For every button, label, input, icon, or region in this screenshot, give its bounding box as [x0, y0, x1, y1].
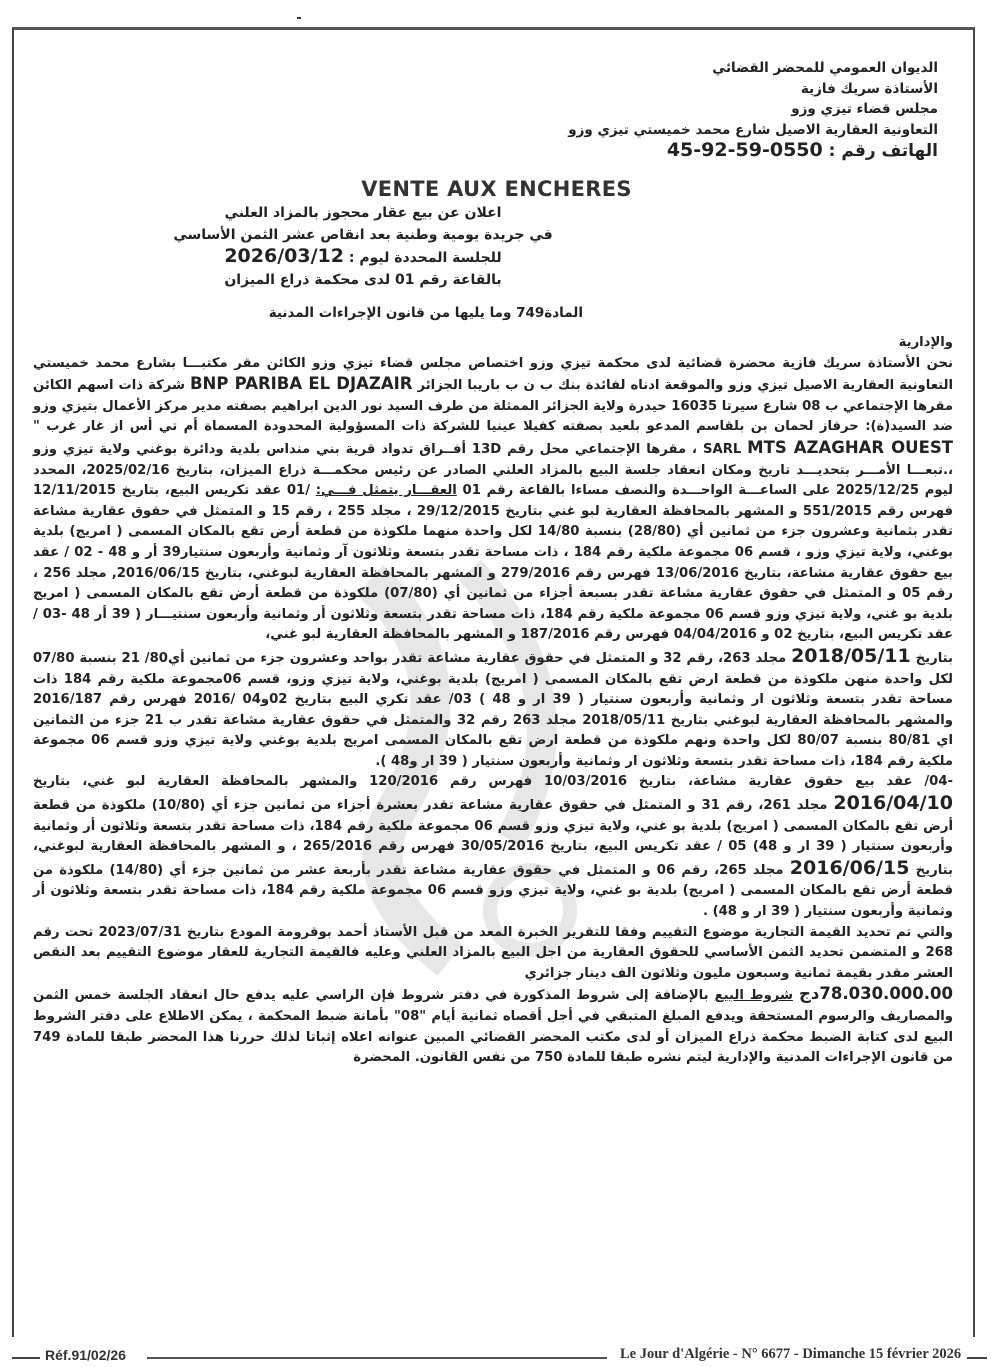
- office-address: التعاونية العقارية الاصيل شارع محمد خميستي تيزي وزو: [568, 121, 938, 138]
- deed-date: 2018/05/11: [791, 644, 911, 667]
- footer-rule: [147, 1357, 607, 1359]
- subtitle-line-2: في جريدة يومية وطنية بعد انقاص عشر الثمن الأساسي: [173, 226, 553, 243]
- phone-line: [418, 140, 938, 162]
- company-name: MTS AZAGHAR OUEST: [747, 437, 953, 457]
- court-council: مجلس قضاء تيزي وزو: [791, 101, 938, 117]
- page-footer: [12, 1337, 975, 1367]
- phone-label: الهاتف رقم :: [828, 141, 938, 161]
- body-paragraph: [33, 772, 953, 922]
- body-text-span: بتاريخ: [915, 650, 953, 666]
- footer-rule: [12, 1357, 40, 1359]
- body-text-span: -04/ عقد بيع حقوق عقارية مشاعة، بتاريخ 10/03/2016 فهرس رقم 120/2016 والمشهر بالمحافظة العقارية لبو غني،: [82, 774, 953, 790]
- body-text-span: بتاريخ: [33, 774, 71, 790]
- notice-subtitle: [63, 203, 663, 291]
- body-paragraph: [33, 646, 953, 773]
- session-line: [63, 246, 663, 270]
- property-heading: العقـــار يتمثل فـــي:: [315, 483, 457, 499]
- office-name: الديوان العمومي للمحضر القضائي: [712, 60, 938, 76]
- body-paragraph: [33, 354, 953, 646]
- footer-rule: [967, 1357, 987, 1359]
- phone-number: 0550-59-92-45: [666, 139, 823, 161]
- body-text-span: ، مقرها الإجتماعي محل رقم 13D أفــراق تدواد قرية بني منداس بلدية ودائرة بوغني ولاية تيزي وزو ،.تبعـــا الأمـــر بتحديـــد تاريخ ومكان انعقاد جلسة البيع بالمزاد العلني الصادر عن رئيس محكمـــة ذراع الميزان، بتاريخ 2025/02/16، المحدد ليوم 2025/12/25 على الساعـــة الواحـــدة والنصف مساءا بالقاعة رقم 01: [33, 441, 953, 499]
- body-text-span: /01 عقد تكريس البيع، بتاريخ 12/11/2015 فهرس رقم 551/2015 و المشهر بالمحافظة العقارية لبو غني بتاريخ 29/12/2015 ، مجلد 255 ، رقم 15 و المتمثل في حقوق عقارية مشاعة تقدر بثمانية وعشرون جزء من ثمانين أي (28/80) بنسبة 14/80 لكل واحدة منهما ملكوذة من قطعة أرض تقع بالمكان المسمى ( امريج) بلدية بوغني، ولاية تيزي وزو ، قسم 06 مجموعة ملكية رقم 184 ، ذات مساحة تقدر بتسعة وثلاثون آر وثمانية وأربعون سنتيار39 أر و 48 - 02 / عقد بيع حقوق عقارية مشاعة، بتاريخ 13/06/2016 فهرس رقم 279/2016 و المشهر بالمحافظة العقارية لبوغني، بتاريخ 2016/06/15, مجلد 256 ، رقم 05 و المتمثل في حقوق عقارية مشاعة تقدر بسبعة أجزاء من ثمانين أي (07/80) ملكوذة من قطعة أرض تقع بالمكان المسمى ( امريج بلدية بو غني، ولاية تيزي وزو قسم 06 مجموعة ملكية رقم 184، ذات مساحة تقدر بتسعة وثلاثون أر وثمانية وأربعون سنتيـــار ( 39 أر 48 -03 /عقد تكريس البيع، بتاريخ 02 و 04/04/2016 فهرس رقم 187/2016 و المشهر بالمحافظة العقارية لبو غني،: [33, 483, 953, 643]
- body-text-span: والتي تم تحديد القيمة التجارية موضوع التقييم وفقا للتقرير الخبرة المعد من قبل الأستاذ أحمد بوقرومة المودع بتاريخ 2023/07/31 تحت رقم 268 و المتضمن تحديد الثمن الأساسي للحقوق العقارية من اجل البيع بالمزاد العلني وعليه فالقيمة التجارية للعقار موضوع التقييم بعد النقص العشر مقدر بقيمة ثمانية وسبعون مليون وثلاثون الف دينار جزائري: [33, 924, 954, 981]
- conditions-heading: شروط البيع: [714, 988, 793, 1004]
- bailiff-header: [418, 58, 938, 162]
- bailiff-name: الأستاذة سريك فازية: [800, 80, 938, 97]
- body-paragraph: والإدارية: [898, 335, 953, 350]
- body-paragraph: [33, 923, 953, 985]
- deed-date: 2016/06/15: [789, 856, 910, 879]
- room-line: بالقاعة رقم 01 لدى محكمة ذراع الميزان: [224, 271, 502, 288]
- bank-name: BNP PARIBA EL DJAZAIR: [189, 374, 413, 394]
- notice-body: [33, 333, 953, 1069]
- reference-number: Réf.91/02/26: [45, 1347, 126, 1363]
- body-text-span: مجلد 261، رقم 31 و المتمثل في حقوق عقارية مشاعة تقدر بعشرة أجزاء من ثمانين جزء أي (10/80) ملكوذة من قطعة أرض تقع بالمكان المسمى ( امريج) بلدية بو غني، ولاية تيزي وزو قسم 06 مجموعة ملكية رقم 184، ذات مساحة تقدر بتسعة وثلاثون أر وثمانية وأربعون سنتيار ( 39 ار و 48) 05 / عقد تكريس البيع، بتاريخ 30/05/2016 فهرس رقم 265/2016 ، و المشهر بالمحافظة العقارية لبوغني، بتاريخ: [33, 798, 953, 878]
- body-text-span: شركة ذات اسهم الكائن مقرها الإجتماعي ب 08 شارع سيرتا 16035 حيدرة ولاية الجزائر الممثلة من طرف السيد نور الدين ابراهيم بصفته مدير مركز الأعمال بتيزي وزو ضد السيد(ة): حرفاز لحمان بن بلقاسم المدعو بلعيد بصفته كفيلا عينيا للشركة ذات المسؤولية المحدودة المسماة أم تي أس از غار غرب " SARL: [33, 378, 953, 457]
- newspaper-issue: Le Jour d'Algérie - N° 6677 - Dimanche 15 février 2026: [620, 1346, 962, 1362]
- article-reference: المادة749 وما يليها من قانون الإجراءات المدنية: [268, 305, 583, 321]
- session-date: 2026/03/12: [224, 245, 344, 267]
- session-label: للجلسة المحددة ليوم :: [348, 250, 502, 266]
- print-mark: [297, 17, 301, 19]
- deed-date: 2016/04/10: [833, 792, 953, 815]
- reserve-price: 78.030.000.00دج: [799, 984, 953, 1004]
- body-text-span: بالإضافة إلى شروط المذكورة في دفتر شروط فإن الراسي عليه يدفع حال انعقاد الجلسة خمس الثمن والمصاريف والرسوم المستحقة ويدفع المبلغ المتبقي في أجل أقصاه ثمانية أيام "08" بأمانة ضبط المحكمة ، يمكن الاطلاع على دفتر الشروط البيع لدى كتابة الضبط محكمة ذراع الميزان أو لدى مكتب المحضر القضائي المبين عنوانه اعلاه إثباتا لذلك حررنا هذا المحضر طبقا للمادة 749 من قانون الإجراءات المدنية والإدارية ليتم نشره طبقا للمادة 750 من نفس القانون. المحضرة: [33, 988, 953, 1066]
- body-text-span: مجلد 265، رقم 06 و المتمثل في حقوق عقارية مشاعة تقدر بأربعة عشر من ثمانين جزء أي (14/80) ملكوذة من قطعة أرض تقع بالمكان المسمى ( امريج) بلدية بو غني، ولاية تيزي وزو قسم 06 مجموعة ملكية رقم 184، ذات مساحة تقدر بتسعة وثلاثون أر وثمانية وأربعون سنتيار ( 39 ار و 48) .: [33, 862, 953, 920]
- body-text-span: نحن الأستاذة سريك فازية محضرة قضائية لدى محكمة تيزي وزو اختصاص مجلس قضاء تيزي وزو الكائن مقر مكتبـــا بشارع محمد خميستي التعاونية العقارية الاصيل تيزي وزو والموقعة ادناه لفائدة بنك ب ن ب باريبا الجزائر: [33, 355, 953, 394]
- subtitle-line-1: اعلان عن بيع عقار محجوز بالمزاد العلني: [224, 205, 502, 221]
- notice-title: VENTE AUX ENCHERES: [361, 177, 632, 201]
- body-text-span: مجلد 263، رقم 32 و المتمثل في حقوق عقارية مشاعة تقدر بواحد وعشرون جزء من ثمانين أي80/ 21 بنسبة 07/80 لكل واحدة منهن ملكوذة من قطعة ارض تقع بالمكان المسمى ( امريج) بلدية بوغني، ولاية تيزي وزو، قسم 06مجموعة ملكية رقم 184 ذات مساحة تقدر بتسعة وثلاثون ار وثمانية وأربعون سنتيار ( 39 ار و 48 ) 03/ عقد تكري البيع بتاريخ 02و04 /2016 فهرس رقم 2016/187 والمشهر بالمحافظة العقارية لبوغني بتاريخ 2018/05/11 مجلد 263 رقم 32 والمتمثل في حقوق عقارية مشاعة تقدر ب 21 جزء من الثمانين اي 80/81 بنسبة 80/07 لكل واحدة ونهم ملكوذة من قطعة ارض تقع بالمكان المسمى امريج بلدية بوغني ولاية تيزي وزو قسم 06 مجموعة ملكية رقم 184، ذات مساحة تقدر بتسعة وثلاثون ار وثمانية وأربعون سنتيار ( 39 ار و48 ).: [33, 650, 953, 769]
- body-paragraph: [33, 984, 953, 1068]
